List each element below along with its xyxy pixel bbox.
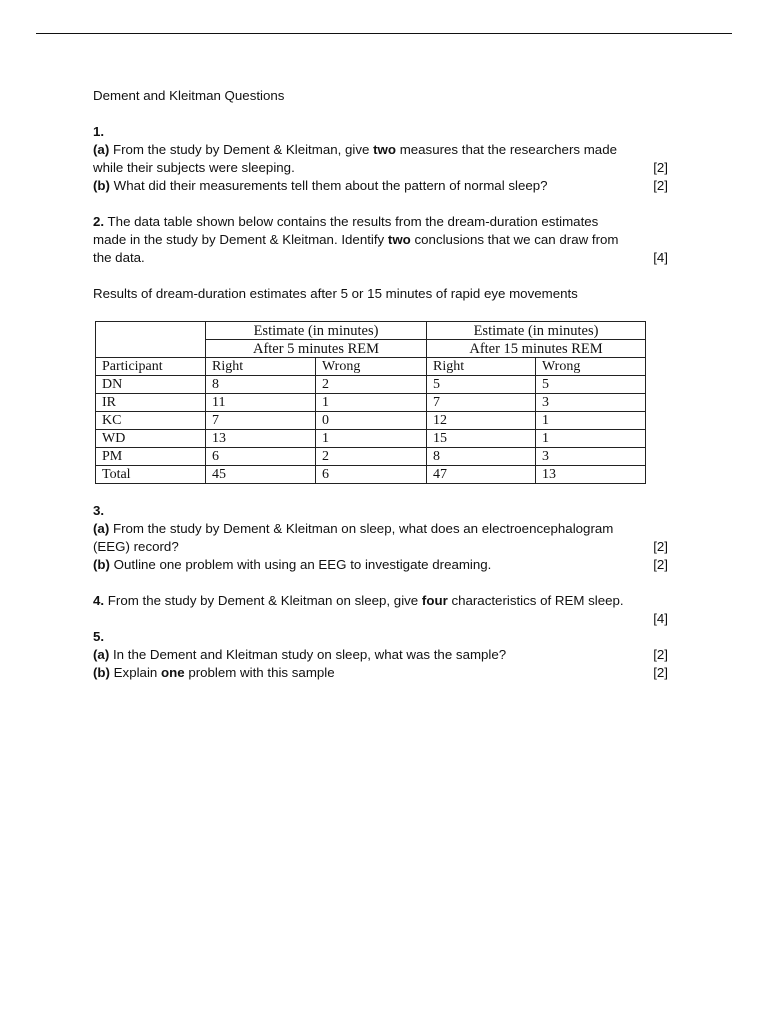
column-header: Right (427, 358, 536, 376)
table-cell: 13 (536, 466, 646, 484)
table-cell: 1 (316, 394, 427, 412)
group-subheader-5min: After 5 minutes REM (206, 340, 427, 358)
group-header-5min: Estimate (in minutes) (206, 322, 427, 340)
table-cell: 7 (427, 394, 536, 412)
mark-allocation: [2] (653, 539, 668, 554)
question-3a-line: (a) From the study by Dement & Kleitman on sleep, what does an electroencephalogram (93, 521, 614, 536)
table-cell: KC (96, 412, 206, 430)
table-column-header-row (96, 358, 646, 376)
question-3b-line: (b) Outline one problem with using an EEG to investigate dreaming. [2] (93, 557, 668, 572)
table-cell: DN (96, 376, 206, 394)
table-cell: 5 (427, 376, 536, 394)
question-1a-line-2: while their subjects were sleeping. [2] (93, 160, 668, 175)
table-header-row (96, 322, 646, 340)
empty-header-cell (96, 322, 206, 358)
mark-allocation: [2] (653, 647, 668, 662)
page-title: Dement and Kleitman Questions (93, 88, 285, 103)
table-cell: 7 (206, 412, 316, 430)
table-row (96, 376, 646, 394)
mark-allocation: [2] (653, 665, 668, 680)
table-cell: 1 (536, 412, 646, 430)
mark-allocation: [2] (653, 160, 668, 175)
question-number: 5. (93, 629, 105, 644)
table-caption: Results of dream-duration estimates after 5 or 15 minutes of rapid eye movements (93, 286, 578, 301)
question-5 (93, 628, 668, 682)
table-cell: 47 (427, 466, 536, 484)
table-cell: 6 (316, 466, 427, 484)
table-cell: PM (96, 448, 206, 466)
mark-allocation: [4] (653, 611, 668, 626)
table-cell: 3 (536, 448, 646, 466)
question-2-line-3: the data. [4] (93, 250, 668, 265)
question-2-line-1: 2. The data table shown below contains the results from the dream-duration estimates (93, 214, 599, 229)
table-cell: Total (96, 466, 206, 484)
table-cell: 8 (427, 448, 536, 466)
table-row (96, 394, 646, 412)
results-table (95, 321, 646, 484)
column-header: Participant (96, 358, 206, 376)
mark-allocation: [2] (653, 557, 668, 572)
column-header: Right (206, 358, 316, 376)
column-header: Wrong (316, 358, 427, 376)
table-cell: 3 (536, 394, 646, 412)
table-cell: 6 (206, 448, 316, 466)
worksheet (93, 87, 668, 682)
question-4-mark-line (93, 610, 668, 628)
table-cell: WD (96, 430, 206, 448)
table-cell: 13 (206, 430, 316, 448)
table-row (96, 448, 646, 466)
header-rule (36, 33, 732, 34)
group-subheader-15min: After 15 minutes REM (427, 340, 646, 358)
question-number: 3. (93, 503, 105, 518)
table-cell: 1 (536, 430, 646, 448)
table-row (96, 430, 646, 448)
table-cell: 0 (316, 412, 427, 430)
table-cell: 8 (206, 376, 316, 394)
group-header-15min: Estimate (in minutes) (427, 322, 646, 340)
table-total-row (96, 466, 646, 484)
question-number: 1. (93, 124, 105, 139)
question-4 (93, 592, 668, 628)
mark-allocation: [2] (653, 178, 668, 193)
question-1b-line: (b) What did their measurements tell them about the pattern of normal sleep? [2] (93, 178, 668, 193)
question-4-line: 4. From the study by Dement & Kleitman on sleep, give four characteristics of REM sleep. (93, 593, 624, 608)
table-cell: 12 (427, 412, 536, 430)
table-cell: 5 (536, 376, 646, 394)
table-cell: 15 (427, 430, 536, 448)
column-header: Wrong (536, 358, 646, 376)
question-1 (93, 123, 668, 195)
question-5a-line: (a) In the Dement and Kleitman study on sleep, what was the sample? [2] (93, 647, 668, 662)
question-2 (93, 213, 668, 267)
table-cell: 11 (206, 394, 316, 412)
table-cell: 1 (316, 430, 427, 448)
question-3a-line-2: (EEG) record? [2] (93, 539, 668, 554)
question-5b-line: (b) Explain one problem with this sample [2] (93, 665, 668, 680)
table-row (96, 412, 646, 430)
table-cell: 45 (206, 466, 316, 484)
table-cell: IR (96, 394, 206, 412)
question-2-line-2: made in the study by Dement & Kleitman. Identify two conclusions that we can draw from (93, 232, 619, 247)
question-3 (93, 502, 668, 574)
question-1a-line: (a) From the study by Dement & Kleitman, give two measures that the researchers made (93, 142, 617, 157)
table-cell: 2 (316, 376, 427, 394)
mark-allocation: [4] (653, 250, 668, 265)
table-cell: 2 (316, 448, 427, 466)
